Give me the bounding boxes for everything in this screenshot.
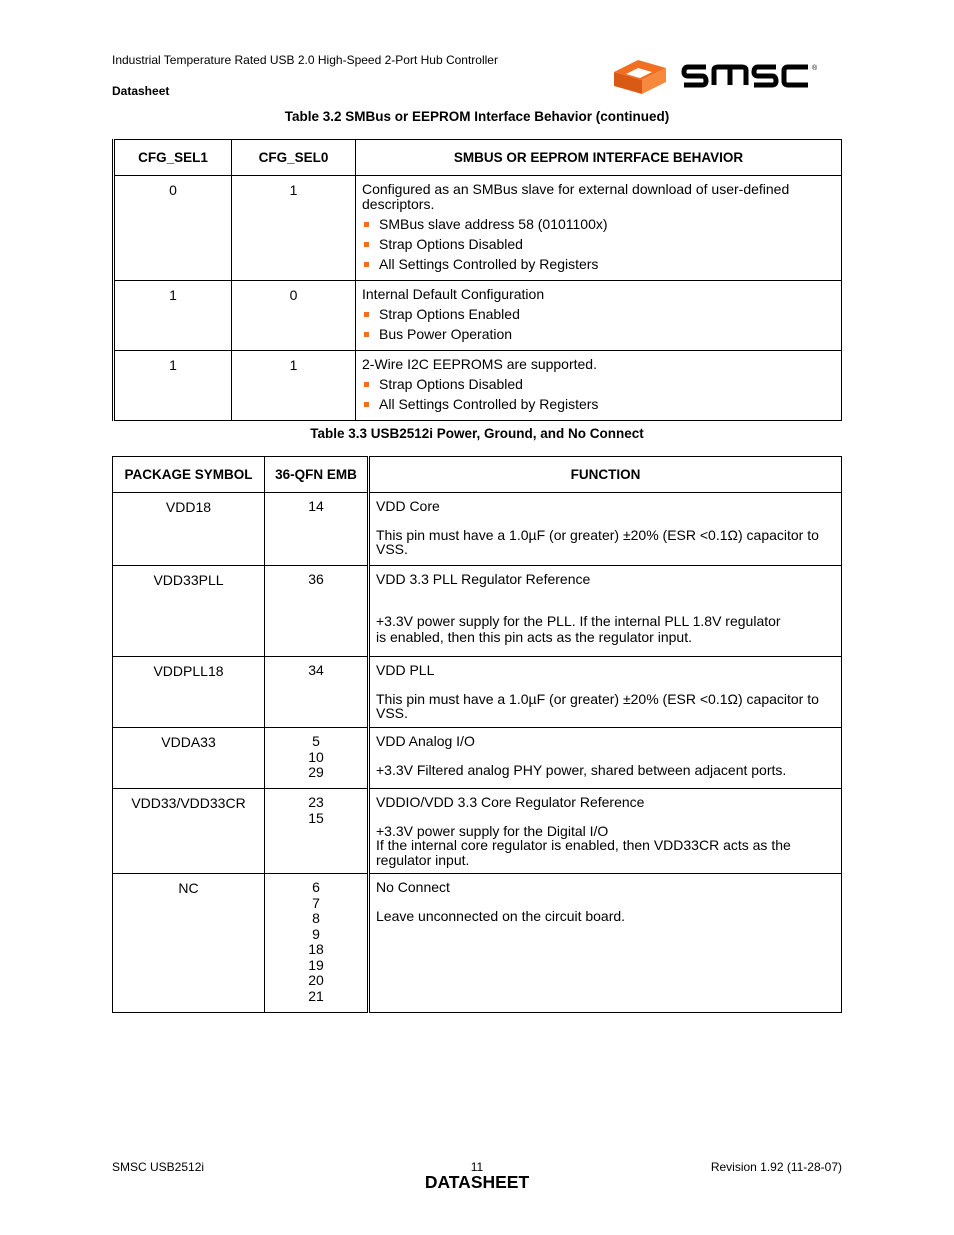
function-desc: This pin must have a 1.0µF (or greater) ±20% (ESR <0.1Ω) capacitor to VSS. xyxy=(376,690,819,721)
list-item: SMBus slave address 58 (0101100x) xyxy=(362,214,835,234)
pin-number: 10 xyxy=(308,748,324,765)
pin-number: 8 xyxy=(312,910,320,926)
function-title: VDD 3.3 PLL Regulator Reference xyxy=(376,571,591,587)
pins-cell xyxy=(265,657,369,728)
col-header-package-symbol: PACKAGE SYMBOL xyxy=(113,457,265,493)
function-cell xyxy=(369,657,842,728)
list-item: Strap Options Disabled xyxy=(362,374,835,394)
col-header-cfg-sel0: CFG_SEL0 xyxy=(232,140,356,176)
footer-product: SMSC USB2512i xyxy=(112,1160,205,1174)
behavior-cell xyxy=(356,176,842,281)
table-row xyxy=(113,874,842,1013)
table-row xyxy=(114,281,842,351)
function-title: No Connect xyxy=(376,879,450,895)
behavior-lead: 2-Wire I2C EEPROMS are supported. xyxy=(362,356,597,372)
function-desc-extra: If the internal core regulator is enabled, then VDD33CR acts as the regulator input. xyxy=(376,837,791,868)
header-subtitle: Datasheet xyxy=(112,84,170,98)
pin-number: 36 xyxy=(308,571,324,587)
function-desc: +3.3V power supply for the Digital I/O xyxy=(376,822,609,839)
footer-revision: Revision 1.92 (11-28-07) xyxy=(710,1160,842,1174)
list-item: All Settings Controlled by Registers xyxy=(362,254,835,274)
pin-number: 7 xyxy=(312,894,320,911)
function-desc: This pin must have a 1.0µF (or greater) ±20% (ESR <0.1Ω) capacitor to VSS. xyxy=(376,526,819,557)
function-cell xyxy=(369,874,842,1013)
table-row xyxy=(114,176,842,281)
cfg-sel1-cell: 1 xyxy=(114,281,232,351)
function-desc: Leave unconnected on the circuit board. xyxy=(376,907,626,924)
table-3-3-caption: Table 3.3 USB2512i Power, Ground, and No Connect xyxy=(310,426,644,441)
table-row xyxy=(113,493,842,566)
pin-number: 23 xyxy=(308,794,324,810)
function-title: VDD Analog I/O xyxy=(376,733,475,749)
col-header-cfg-sel1: CFG_SEL1 xyxy=(114,140,232,176)
col-header-behavior: SMBUS OR EEPROM INTERFACE BEHAVIOR xyxy=(356,140,842,176)
pin-number: 20 xyxy=(308,972,324,988)
function-title: VDD PLL xyxy=(376,662,435,678)
symbol-cell: VDDPLL18 xyxy=(113,657,265,728)
function-cell xyxy=(369,566,842,657)
cfg-sel1-cell: 1 xyxy=(114,351,232,421)
cfg-sel0-cell: 1 xyxy=(232,351,356,421)
pins-cell xyxy=(265,493,369,566)
list-item: Bus Power Operation xyxy=(362,324,835,344)
cfg-sel1-cell: 0 xyxy=(114,176,232,281)
table-row xyxy=(113,728,842,789)
function-cell xyxy=(369,493,842,566)
function-title: VDDIO/VDD 3.3 Core Regulator Reference xyxy=(376,794,645,810)
list-item: Strap Options Disabled xyxy=(362,234,835,254)
behavior-cell xyxy=(356,281,842,351)
page-number: 11 xyxy=(470,1160,484,1174)
symbol-cell: VDDA33 xyxy=(113,728,265,789)
behavior-cell xyxy=(356,351,842,421)
pins-cell xyxy=(265,789,369,874)
header-title: Industrial Temperature Rated USB 2.0 High-Speed 2-Port Hub Controller xyxy=(112,53,498,67)
pin-number: 29 xyxy=(308,764,324,780)
pins-cell xyxy=(265,566,369,657)
pin-number: 21 xyxy=(308,987,324,1004)
pins-cell xyxy=(265,874,369,1013)
footer-doc-type: DATASHEET xyxy=(424,1172,530,1192)
smsc-logo xyxy=(608,54,840,100)
symbol-cell: NC xyxy=(113,874,265,1013)
power-ground-table xyxy=(112,456,842,1013)
pin-number: 6 xyxy=(312,879,320,895)
symbol-cell: VDD33/VDD33CR xyxy=(113,789,265,874)
function-desc: +3.3V power supply for the PLL. If the internal PLL 1.8V regulator is enabled, then this pin acts as the regulator input. xyxy=(376,612,781,645)
table-row xyxy=(113,657,842,728)
pins-cell xyxy=(265,728,369,789)
function-cell xyxy=(369,728,842,789)
table-3-2-caption: Table 3.2 SMBus or EEPROM Interface Behavior (continued) xyxy=(284,109,670,124)
col-header-function: FUNCTION xyxy=(369,457,842,493)
table-row xyxy=(114,351,842,421)
function-cell xyxy=(369,789,842,874)
list-item: Strap Options Enabled xyxy=(362,304,835,324)
function-desc: +3.3V Filtered analog PHY power, shared between adjacent ports. xyxy=(376,761,787,778)
cfg-sel0-cell: 0 xyxy=(232,281,356,351)
pin-number: 15 xyxy=(308,809,324,826)
behavior-lead: Internal Default Configuration xyxy=(362,286,545,302)
symbol-cell: VDD33PLL xyxy=(113,566,265,657)
smbus-eeprom-table xyxy=(112,139,842,421)
pin-number: 18 xyxy=(308,941,324,957)
pin-number: 5 xyxy=(312,733,320,749)
pin-number: 34 xyxy=(308,662,324,678)
behavior-lead: Configured as an SMBus slave for external download of user-defined descriptors. xyxy=(362,181,790,212)
cfg-sel0-cell: 1 xyxy=(232,176,356,281)
table-row xyxy=(113,789,842,874)
list-item: All Settings Controlled by Registers xyxy=(362,394,835,414)
col-header-qfn: 36-QFN EMB xyxy=(265,457,369,493)
table-row xyxy=(113,566,842,657)
svg-text:®: ® xyxy=(812,65,818,72)
function-title: VDD Core xyxy=(376,498,440,514)
symbol-cell: VDD18 xyxy=(113,493,265,566)
pin-number: 9 xyxy=(312,925,320,942)
pin-number: 19 xyxy=(308,956,324,973)
pin-number: 14 xyxy=(308,498,324,514)
